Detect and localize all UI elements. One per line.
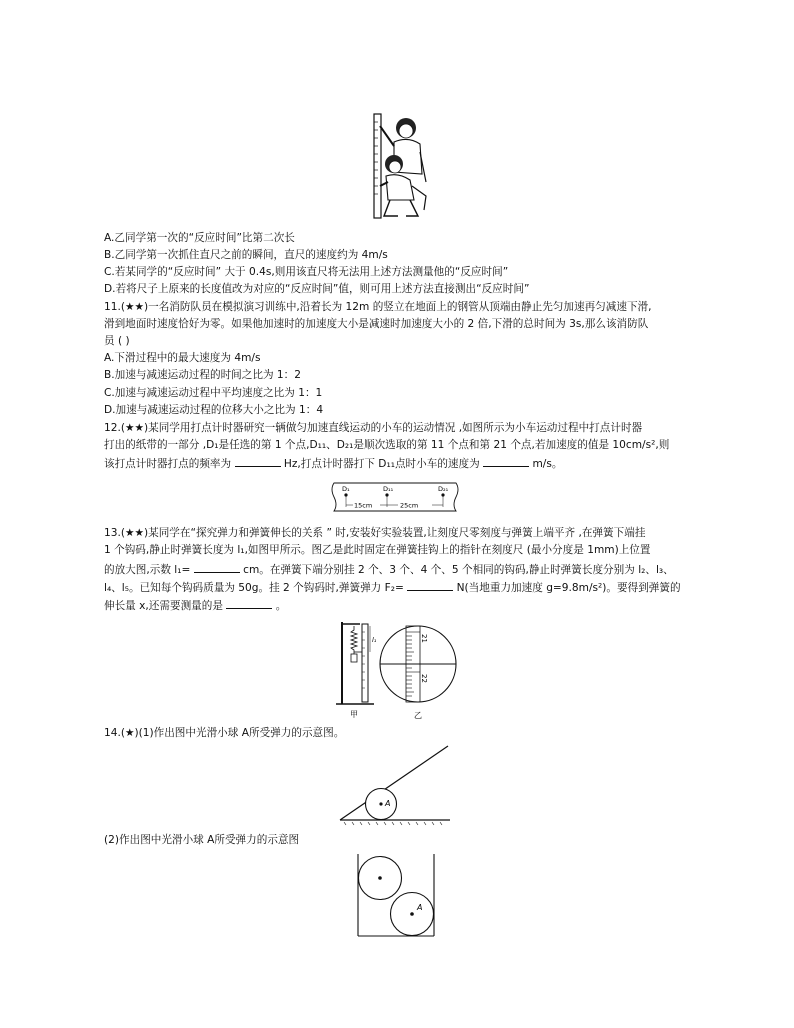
q13-stem-line4: [104, 579, 681, 596]
tape-label-d11: D₁₁: [383, 485, 394, 493]
q11-stem-line3: 员 ( ): [104, 335, 130, 347]
q13-text-reading: 的放大图,示数 l₁=: [104, 564, 191, 576]
q12-text-speed: Hz,打点计时器打下 D₁₁点时小车的速度为: [283, 458, 480, 470]
q13-stem-line5: [104, 597, 286, 614]
q13-text-lengths: cm。在弹簧下端分别挂 2 个、3 个、4 个、5 个相同的钩码,静止时弹簧长度分别为 l₂、l₃、: [243, 564, 674, 576]
q13-reading-blank[interactable]: [194, 561, 240, 573]
q11-option-a: A.下滑过程中的最大速度为 4m/s: [104, 352, 261, 364]
q13-text-gravity: N(当地重力加速度 g=9.8m/s²)。要得到弹簧的: [456, 582, 681, 594]
q12-stem-line1: 12.(★★)某同学用打点计时器研究一辆做匀加速直线运动的小车的运动情况 ,如图所示为小车运动过程中打点计时器: [104, 422, 643, 434]
q14-part1-text: 14.(★)(1)作出图中光滑小球 A所受弹力的示意图。: [104, 727, 345, 739]
balls-in-container-figure: [354, 852, 438, 940]
q11-stem-line1: 11.(★★)一名消防队员在模拟演习训练中,沿着长为 12m 的竖立在地面上的钢管从顶端由静止先匀加速再匀减速下滑,: [104, 301, 652, 313]
q10-option-a: A.乙同学第一次的“反应时间”比第二次长: [104, 232, 295, 244]
q12-speed-blank[interactable]: [483, 455, 529, 467]
q12-text-freq: 该打点计时器打点的频率为: [104, 458, 232, 470]
q10-option-d: D.若将尺子上原来的长度值改为对应的“反应时间”值，则可用上述方法直接测出“反应时间”: [104, 283, 530, 295]
tape-segment-2: 25cm: [400, 501, 419, 510]
q11-stem-line2: 滑到地面时速度恰好为零。如果他加速时的加速度大小是减速时加速度大小的 2 倍,下滑的总时间为 3s,那么该消防队: [104, 318, 649, 330]
figure-yi-label: 乙: [414, 711, 422, 720]
scale-label-21: 21: [420, 634, 428, 643]
q10-option-c: C.若某同学的“反应时间” 大于 0.4s,则用该直尺将无法用上述方法测量他的“反应时间”: [104, 266, 509, 278]
tape-label-d21: D₂₁: [438, 485, 449, 493]
ball-a-label-1: A: [385, 799, 391, 808]
q11-option-b: B.加速与减速运动过程的时间之比为 1：2: [104, 369, 301, 381]
reaction-time-figure: [364, 112, 430, 220]
q11-option-c: C.加速与减速运动过程中平均速度之比为 1：1: [104, 387, 323, 399]
q12-text-unit: m/s。: [532, 458, 563, 470]
spring-setup-figure: [332, 618, 460, 722]
q13-stem-line3: [104, 561, 674, 578]
q13-stem-line1: 13.(★★)某同学在“探究弹力和弹簧伸长的关系 ” 时,安装好实验装置,让刻度尺零刻度与弹簧上端平齐 ,在弹簧下端挂: [104, 527, 646, 539]
q13-text-measure: 伸长量 x,还需要测量的是: [104, 600, 223, 612]
ticker-tape-figure: [328, 479, 464, 515]
q13-measure-blank[interactable]: [226, 597, 272, 609]
q13-stem-line2: 1 个钩码,静止时弹簧长度为 l₁,如图甲所示。图乙是此时固定在弹簧挂钩上的指针在刻度尺 (最小分度是 1mm)上位置: [104, 544, 651, 556]
q12-stem-line2: 打出的纸带的一部分 ,D₁是任选的第 1 个点,D₁₁、D₂₁是顺次选取的第 11 个点和第 21 个点,若加速度的值是 10cm/s²,则: [104, 439, 670, 451]
tape-label-d1: D₁: [342, 485, 350, 493]
q13-text-force: l₄、l₅。已知每个钩码质量为 50g。挂 2 个钩码时,弹簧弹力 F₂=: [104, 582, 404, 594]
ball-a-label-2: A: [417, 903, 423, 912]
scale-label-22: 22: [420, 674, 428, 683]
figure-jia-label: 甲: [350, 710, 358, 719]
q10-option-b: B.乙同学第一次抓住直尺之前的瞬间，直尺的速度约为 4m/s: [104, 249, 388, 261]
q13-force-blank[interactable]: [407, 579, 453, 591]
spring-length-label: l₁: [372, 636, 377, 644]
ball-on-incline-figure: [336, 742, 454, 826]
q12-frequency-blank[interactable]: [235, 455, 281, 467]
tape-segment-1: 15cm: [354, 501, 373, 510]
q14-part2-text: (2)作出图中光滑小球 A所受弹力的示意图: [104, 834, 300, 846]
q12-stem-line3: [104, 455, 562, 472]
q13-text-period: 。: [275, 600, 287, 612]
q11-option-d: D.加速与减速运动过程的位移大小之比为 1：4: [104, 404, 324, 416]
